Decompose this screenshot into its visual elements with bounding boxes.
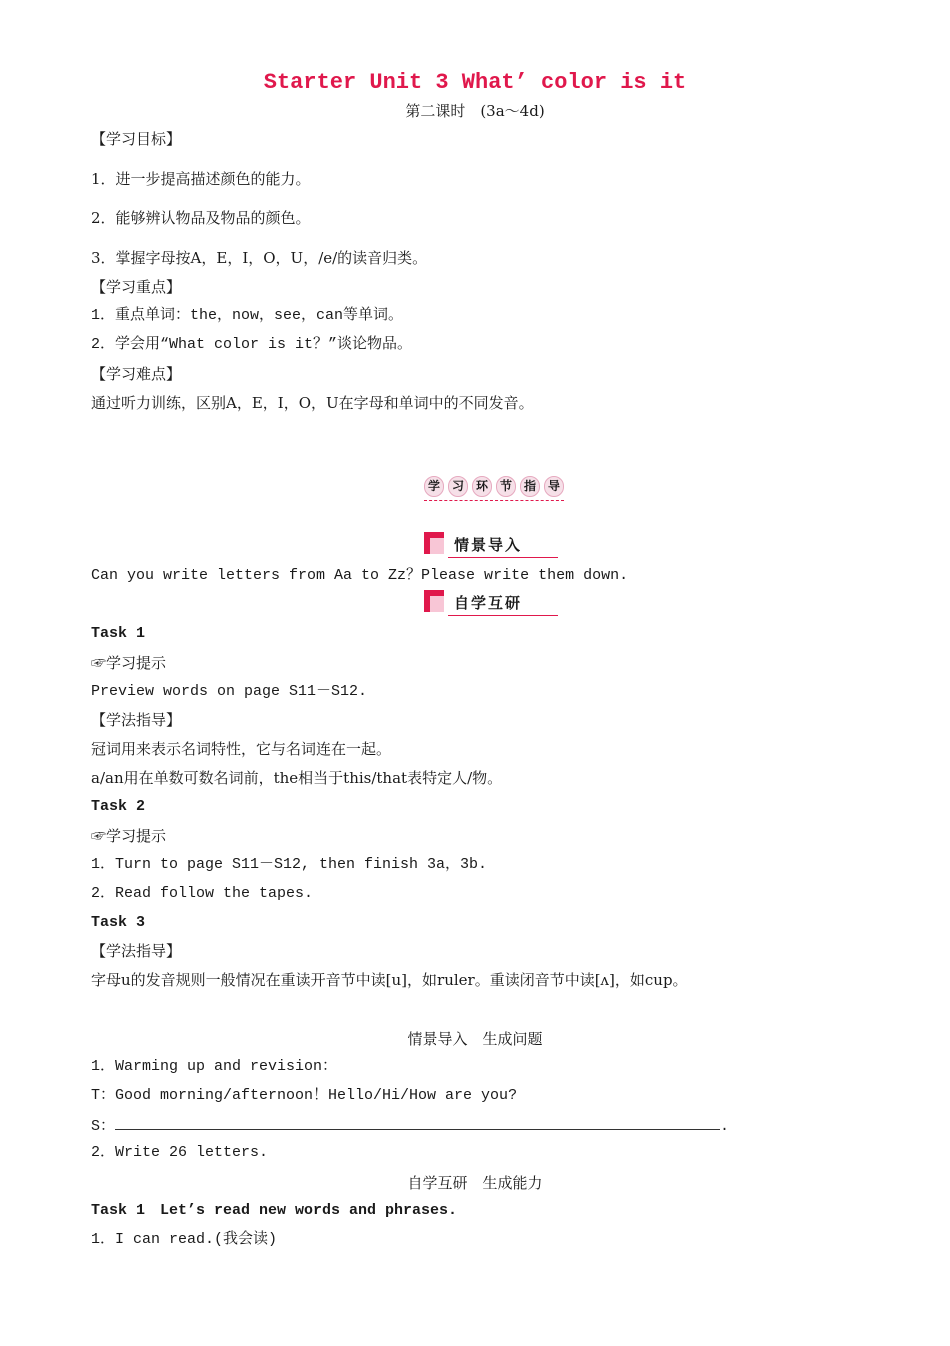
write-letters-line: 2．Write 26 letters. <box>91 1144 269 1161</box>
task1-method-heading: 【学法指导】 <box>91 711 182 729</box>
part3-item: 1．I can read.(我会读) <box>91 1231 278 1248</box>
guide-char: 导 <box>544 476 564 497</box>
task3-method-heading: 【学法指导】 <box>91 942 182 960</box>
objectives-heading: 【学习目标】 <box>91 130 182 148</box>
situation-text: Can you write letters from Aa to Zz？Please write them down. <box>91 567 629 584</box>
task2-title: Task 2 <box>91 798 146 815</box>
section-header-self-study <box>424 590 558 616</box>
key-point-2: 2．学会用“What color is it？”谈论物品。 <box>91 336 413 353</box>
section-header-label: 自学互研 <box>454 594 523 612</box>
warmup-line: 1．Warming up and revision： <box>91 1058 338 1075</box>
task1-hint-text: Preview words on page S11－S12. <box>91 683 368 700</box>
header-underline <box>448 557 558 558</box>
header-inner-square-icon <box>430 596 444 612</box>
guide-char: 环 <box>472 476 492 497</box>
part3-heading: 自学互研 生成能力 <box>407 1174 543 1192</box>
guide-divider <box>424 500 564 501</box>
student-label: S： <box>91 1118 116 1135</box>
task3-title: Task 3 <box>91 914 146 931</box>
part3-task: Task 1 Let’s read new words and phrases. <box>91 1202 458 1219</box>
student-line <box>91 1115 729 1137</box>
task2-line: 2．Read follow the tapes. <box>91 885 314 902</box>
task1-method-line: a/an用在单数可数名词前，the相当于this/that表特定人/物。 <box>91 769 503 787</box>
student-end: . <box>720 1118 730 1135</box>
task1-hint: ☞学习提示 <box>91 654 167 672</box>
header-underline <box>448 615 558 616</box>
guide-char: 学 <box>424 476 444 497</box>
task3-text: 字母u的发音规则一般情况在重读开音节中读[u]，如ruler。重读闭音节中读[ʌ]，如cup。 <box>91 971 688 989</box>
key-point-1: 1．重点单词：the，now，see，can等单词。 <box>91 307 404 324</box>
part2-heading: 情景导入 生成问题 <box>407 1030 543 1048</box>
guide-char: 指 <box>520 476 540 497</box>
objective-2: 2．能够辨认物品及物品的颜色。 <box>91 209 311 227</box>
difficulty-heading: 【学习难点】 <box>91 365 182 383</box>
guide-char: 习 <box>448 476 468 497</box>
section-header-label: 情景导入 <box>454 536 523 554</box>
page-subtitle: 第二课时 (3a～4d) <box>405 102 545 120</box>
page-title: Starter Unit 3 What’ color is it <box>263 70 687 95</box>
task2-hint: ☞学习提示 <box>91 827 167 845</box>
answer-blank[interactable] <box>115 1115 720 1130</box>
section-header-situation <box>424 532 558 558</box>
guide-banner <box>424 476 564 502</box>
task1-method-line: 冠词用来表示名词特性，它与名词连在一起。 <box>91 740 392 758</box>
objective-1: 1．进一步提高描述颜色的能力。 <box>91 170 311 188</box>
guide-char: 节 <box>496 476 516 497</box>
key-heading: 【学习重点】 <box>91 278 182 296</box>
teacher-line: T：Good morning/afternoon！Hello/Hi/How are you? <box>91 1087 518 1104</box>
task2-line: 1．Turn to page S11－S12, then finish 3a，3b. <box>91 856 488 873</box>
header-inner-square-icon <box>430 538 444 554</box>
task1-title: Task 1 <box>91 625 146 642</box>
difficulty-text: 通过听力训练，区别A，E，I，O，U在字母和单词中的不同发音。 <box>91 394 534 412</box>
objective-3: 3．掌握字母按A，E，I，O，U，/e/的读音归类。 <box>91 249 428 267</box>
